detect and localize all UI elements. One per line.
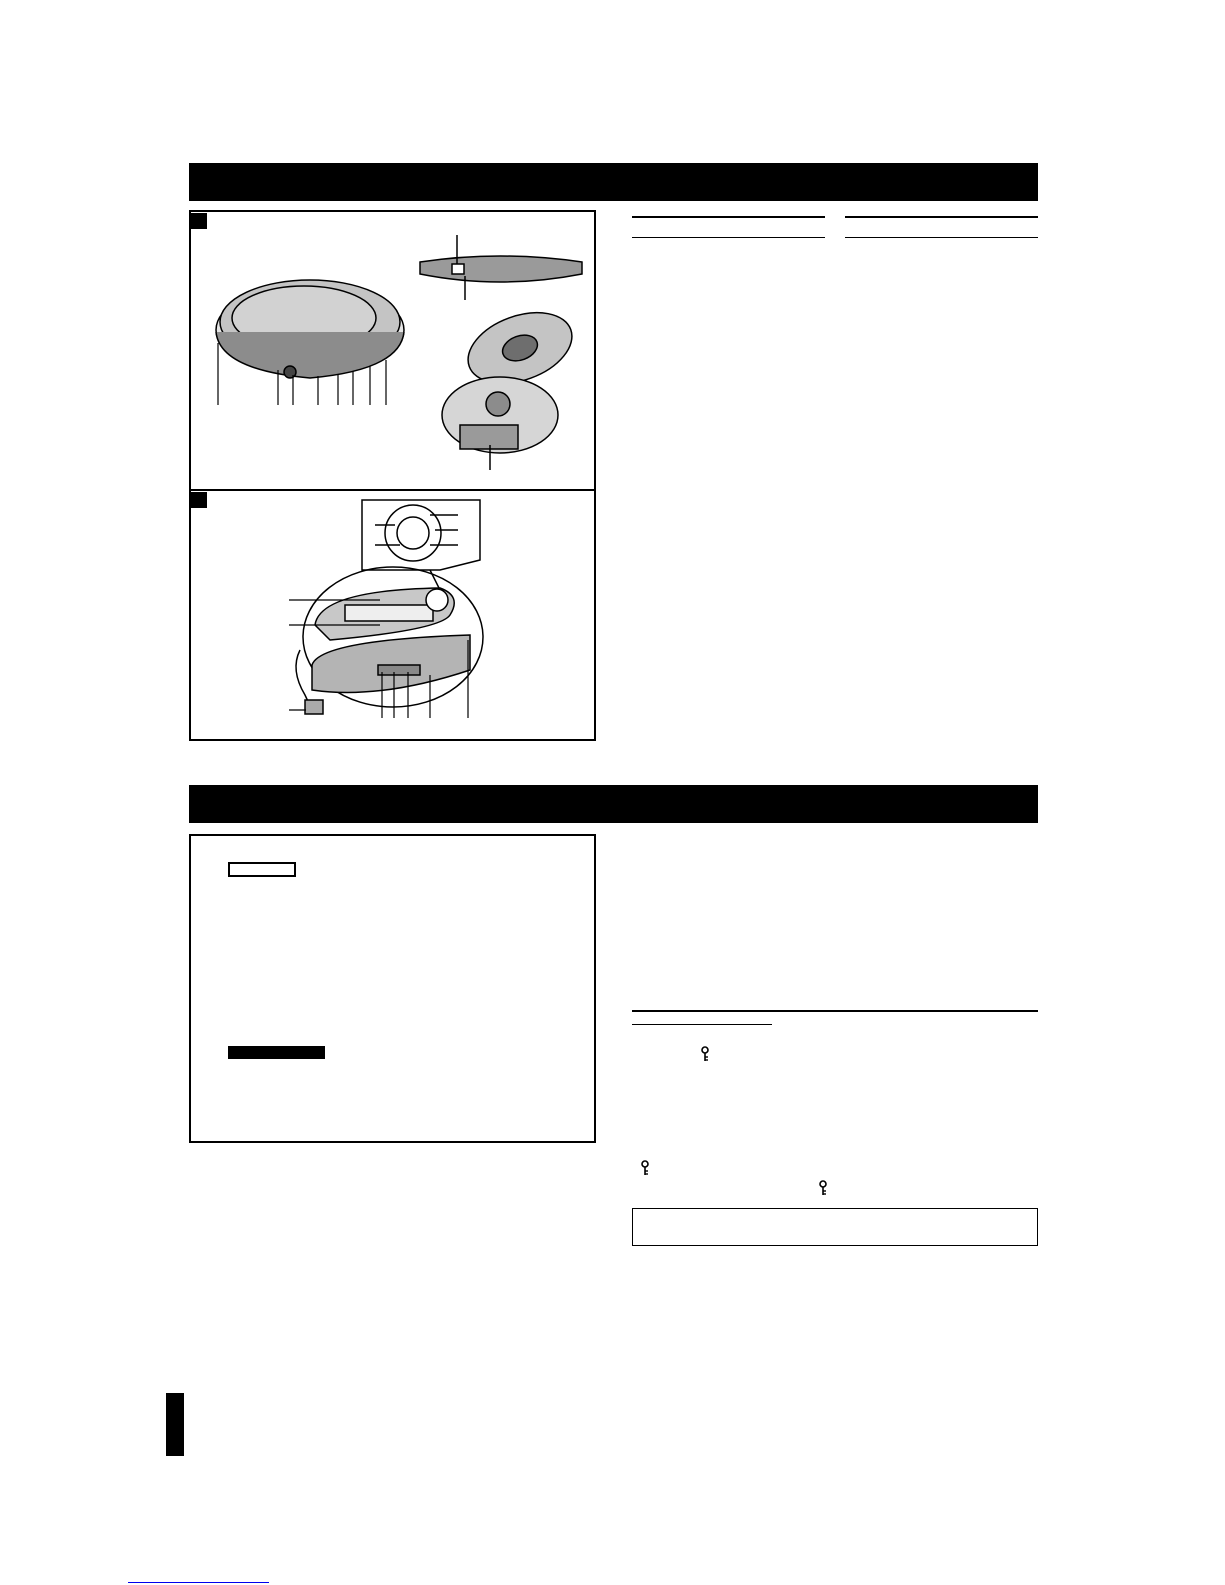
column1-heading-rule-top	[632, 216, 825, 218]
key-icon	[818, 1180, 828, 1196]
figure-tag-a	[191, 213, 207, 229]
section-header-bar-hold	[189, 785, 1038, 823]
panel-divider	[189, 489, 596, 491]
figure-panel-hold	[189, 834, 596, 1143]
figure-label-remote	[228, 1046, 325, 1059]
hold-heading-underline	[632, 1024, 772, 1025]
figure-panel-controls	[189, 210, 596, 741]
section-header-bar-controls	[189, 163, 1038, 201]
note-box	[632, 1208, 1038, 1246]
page-edge-tab	[166, 1393, 184, 1456]
hold-heading-rule	[632, 1010, 1038, 1012]
figure-tag-b	[191, 492, 207, 508]
column1-heading-rule-bottom	[632, 237, 825, 238]
figure-label-main-unit	[228, 862, 296, 877]
key-icon	[700, 1046, 710, 1062]
column2-heading-rule-bottom	[845, 237, 1038, 238]
column2-heading-rule-top	[845, 216, 1038, 218]
footer-link-underline[interactable]	[128, 1582, 269, 1583]
key-icon	[640, 1160, 650, 1176]
